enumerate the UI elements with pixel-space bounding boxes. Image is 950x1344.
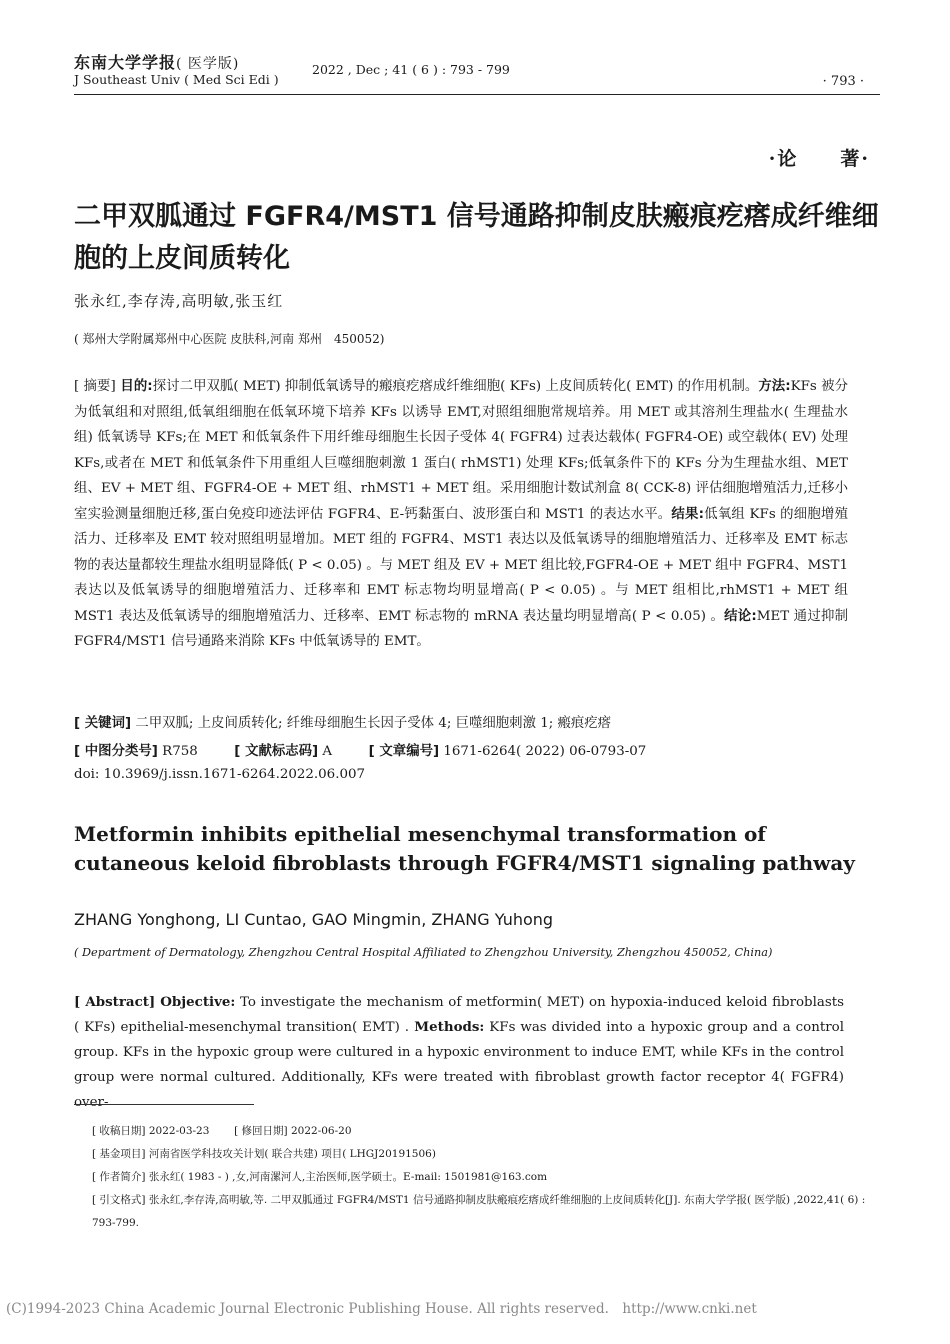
received-label: [ 收稿日期] (92, 1125, 146, 1137)
doi-line: doi: 10.3969/j.issn.1671-6264.2022.06.007 (74, 767, 366, 782)
footnote-dates (92, 1120, 882, 1143)
abstract-cn (74, 374, 848, 655)
author-bio-label: [ 作者简介] (92, 1171, 146, 1183)
fund-text: 河南省医学科技攻关计划( 联合共建) 项目( LHGJ20191506) (145, 1148, 436, 1160)
journal-edition-cn: ( 医学版) (176, 56, 240, 72)
revised-date: 2022-06-20 (287, 1125, 352, 1137)
fund-label: [ 基金项目] (92, 1148, 146, 1160)
citation-text: 张永红,李存涛,高明敏,等. 二甲双胍通过 FGFR4/MST1 信号通路抑制皮肤瘢痕疙瘩成纤维细胞的上皮间质转化[J]. 东南大学学报( 医学版) ,2022,41( 6) : 793-799. (92, 1194, 866, 1229)
affiliation-en: ( Department of Dermatology, Zhengzhou Central Hospital Affiliated to Zhengzhou University, Zhengzhou 450052, China) (74, 946, 773, 959)
footnote-fund (92, 1143, 882, 1166)
doc-code-label: [ 文献标志码] (234, 744, 319, 759)
conclusion-text-cn: MET 通过抑制 FGFR4/MST1 信号通路来消除 KFs 中低氧诱导的 EMT。 (74, 608, 848, 649)
affiliation-cn: ( 郑州大学附属郑州中心医院 皮肤科,河南 郑州 450052) (74, 332, 385, 346)
keywords-text: 二甲双胍; 上皮间质转化; 纤维母细胞生长因子受体 4; 巨噬细胞刺激 1; 瘢痕疙瘩 (131, 716, 612, 731)
clc-value: R758 (157, 744, 198, 759)
journal-volume: 2022 , Dec ; 41 ( 6 ) : 793 - 799 (312, 62, 510, 77)
citation-label: [ 引文格式] (92, 1194, 146, 1206)
methods-text-cn: KFs 被分为低氧组和对照组,低氧组细胞在低氧环境下培养 KFs 以诱导 EMT,对照组细胞常规培养。用 MET 或其溶剂生理盐水( 生理盐水组) 低氧诱导 KFs;在 MET 和低氧条件下用纤维母细胞生长因子受体 4( FGFR4) 过表达载体( FGFR4-OE) 或空载体( EV) 处理 KFs,或者在 MET 和低氧条件下用重组人巨噬细胞刺激 1 蛋白( rhMST1) 处理 KFs;低氧条件下的 KFs 分为生理盐水组、MET 组、EV + MET 组、FGFR4-OE + MET 组、rhMST1 + MET 组。采用细胞计数试剂盒 8( CCK-8) 评估细胞增殖活力,迁移小室实验测量细胞迁移,蛋白免疫印迹法评估 FGFR4、E-钙黏蛋白、波形蛋白和 MST1 的表达水平。 (74, 379, 848, 522)
conclusion-label-cn: 结论: (724, 608, 757, 624)
journal-title-cn: 东南大学学报 (74, 53, 177, 72)
keywords-line (74, 712, 611, 731)
methods-label-en: Methods: (408, 1019, 485, 1035)
clc-label: [ 中图分类号] (74, 744, 158, 759)
abstract-bracket-en: [ Abstract] (74, 994, 156, 1010)
classification-line (74, 740, 646, 759)
footnote-divider (74, 1104, 254, 1105)
objective-label-cn: 目的: (115, 379, 153, 394)
footnote-author (92, 1166, 882, 1189)
results-label-cn: 结果: (671, 506, 704, 522)
article-title-en: Metformin inhibits epithelial mesenchymal transformation of cutaneous keloid fibroblasts through FGFR4/MST1 signaling pathway (74, 822, 855, 875)
article-number-label: [ 文章编号] (368, 744, 440, 759)
objective-text-cn: 探讨二甲双胍( MET) 抑制低氧诱导的瘢痕疙瘩成纤维细胞( KFs) 上皮间质转化( EMT) 的作用机制。 (152, 379, 759, 394)
objective-text-en: To investigate the mechanism of metformin( MET) on hypoxia-induced keloid fibroblasts ( KFs) epithelial-mesenchymal transition( EMT) . (74, 995, 844, 1035)
received-date: 2022-03-23 (145, 1125, 210, 1137)
copyright-notice: (C)1994-2023 China Academic Journal Electronic Publishing House. All rights reserved. http://www.cnki.net (6, 1301, 757, 1317)
header-divider (74, 94, 880, 95)
section-tag: ·论 著· (768, 148, 870, 170)
results-text-cn: 低氧组 KFs 的细胞增殖活力、迁移率及 EMT 较对照组明显增加。MET 组的 FGFR4、MST1 表达以及低氧诱导的细胞增殖活力、迁移率及 EMT 标志物的表达量都较生理盐水组明显降低( P < 0.05) 。与 MET 组及 EV + MET 组比较,FGFR4-OE + MET 组中 FGFR4、MST1 表达以及低氧诱导的细胞增殖活力、迁移率和 EMT 标志物均明显增高( P < 0.05) 。与 MET 组相比,rhMST1 + MET 组 MST1 表达及低氧诱导的细胞增殖活力、迁移率、EMT 标志物的 mRNA 表达量均明显增高( P < 0.05) 。 (74, 506, 848, 624)
objective-label-en: Objective: (155, 994, 236, 1010)
article-title-cn: 二甲双胍通过 FGFR4/MST1 信号通路抑制皮肤瘢痕疙瘩成纤维细胞的上皮间质转化 (74, 201, 879, 274)
journal-name-en: J Southeast Univ ( Med Sci Edi ) (74, 72, 279, 87)
author-bio-text: 张永红( 1983 - ) ,女,河南漯河人,主治医师,医学硕士。E-mail: 1501981@163.com (145, 1171, 548, 1183)
authors-en: ZHANG Yonghong, LI Cuntao, GAO Mingmin, ZHANG Yuhong (74, 910, 554, 929)
doc-code-value: A (318, 744, 333, 759)
authors-cn: 张永红,李存涛,高明敏,张玉红 (74, 292, 284, 310)
keywords-label: [ 关键词] (74, 716, 132, 731)
page-number: · 793 · (822, 74, 864, 89)
footnotes (92, 1120, 882, 1235)
abstract-en (74, 990, 844, 1115)
abstract-bracket-cn: [ 摘要] (74, 379, 116, 394)
journal-name-cn (74, 50, 239, 73)
methods-label-cn: 方法: (758, 379, 791, 394)
revised-label: [ 修回日期] (234, 1125, 288, 1137)
methods-text-en: KFs was divided into a hypoxic group and a control group. KFs in the hypoxic group were cultured in a hypoxic environment to induce EMT, while KFs in the control group were normal cultured. Additionally, KFs were treated with fibroblast growth factor receptor 4( FGFR4) over- (74, 1020, 844, 1110)
article-number-value: 1671-6264( 2022) 06-0793-07 (439, 744, 647, 759)
footnote-citation (74, 1189, 882, 1235)
